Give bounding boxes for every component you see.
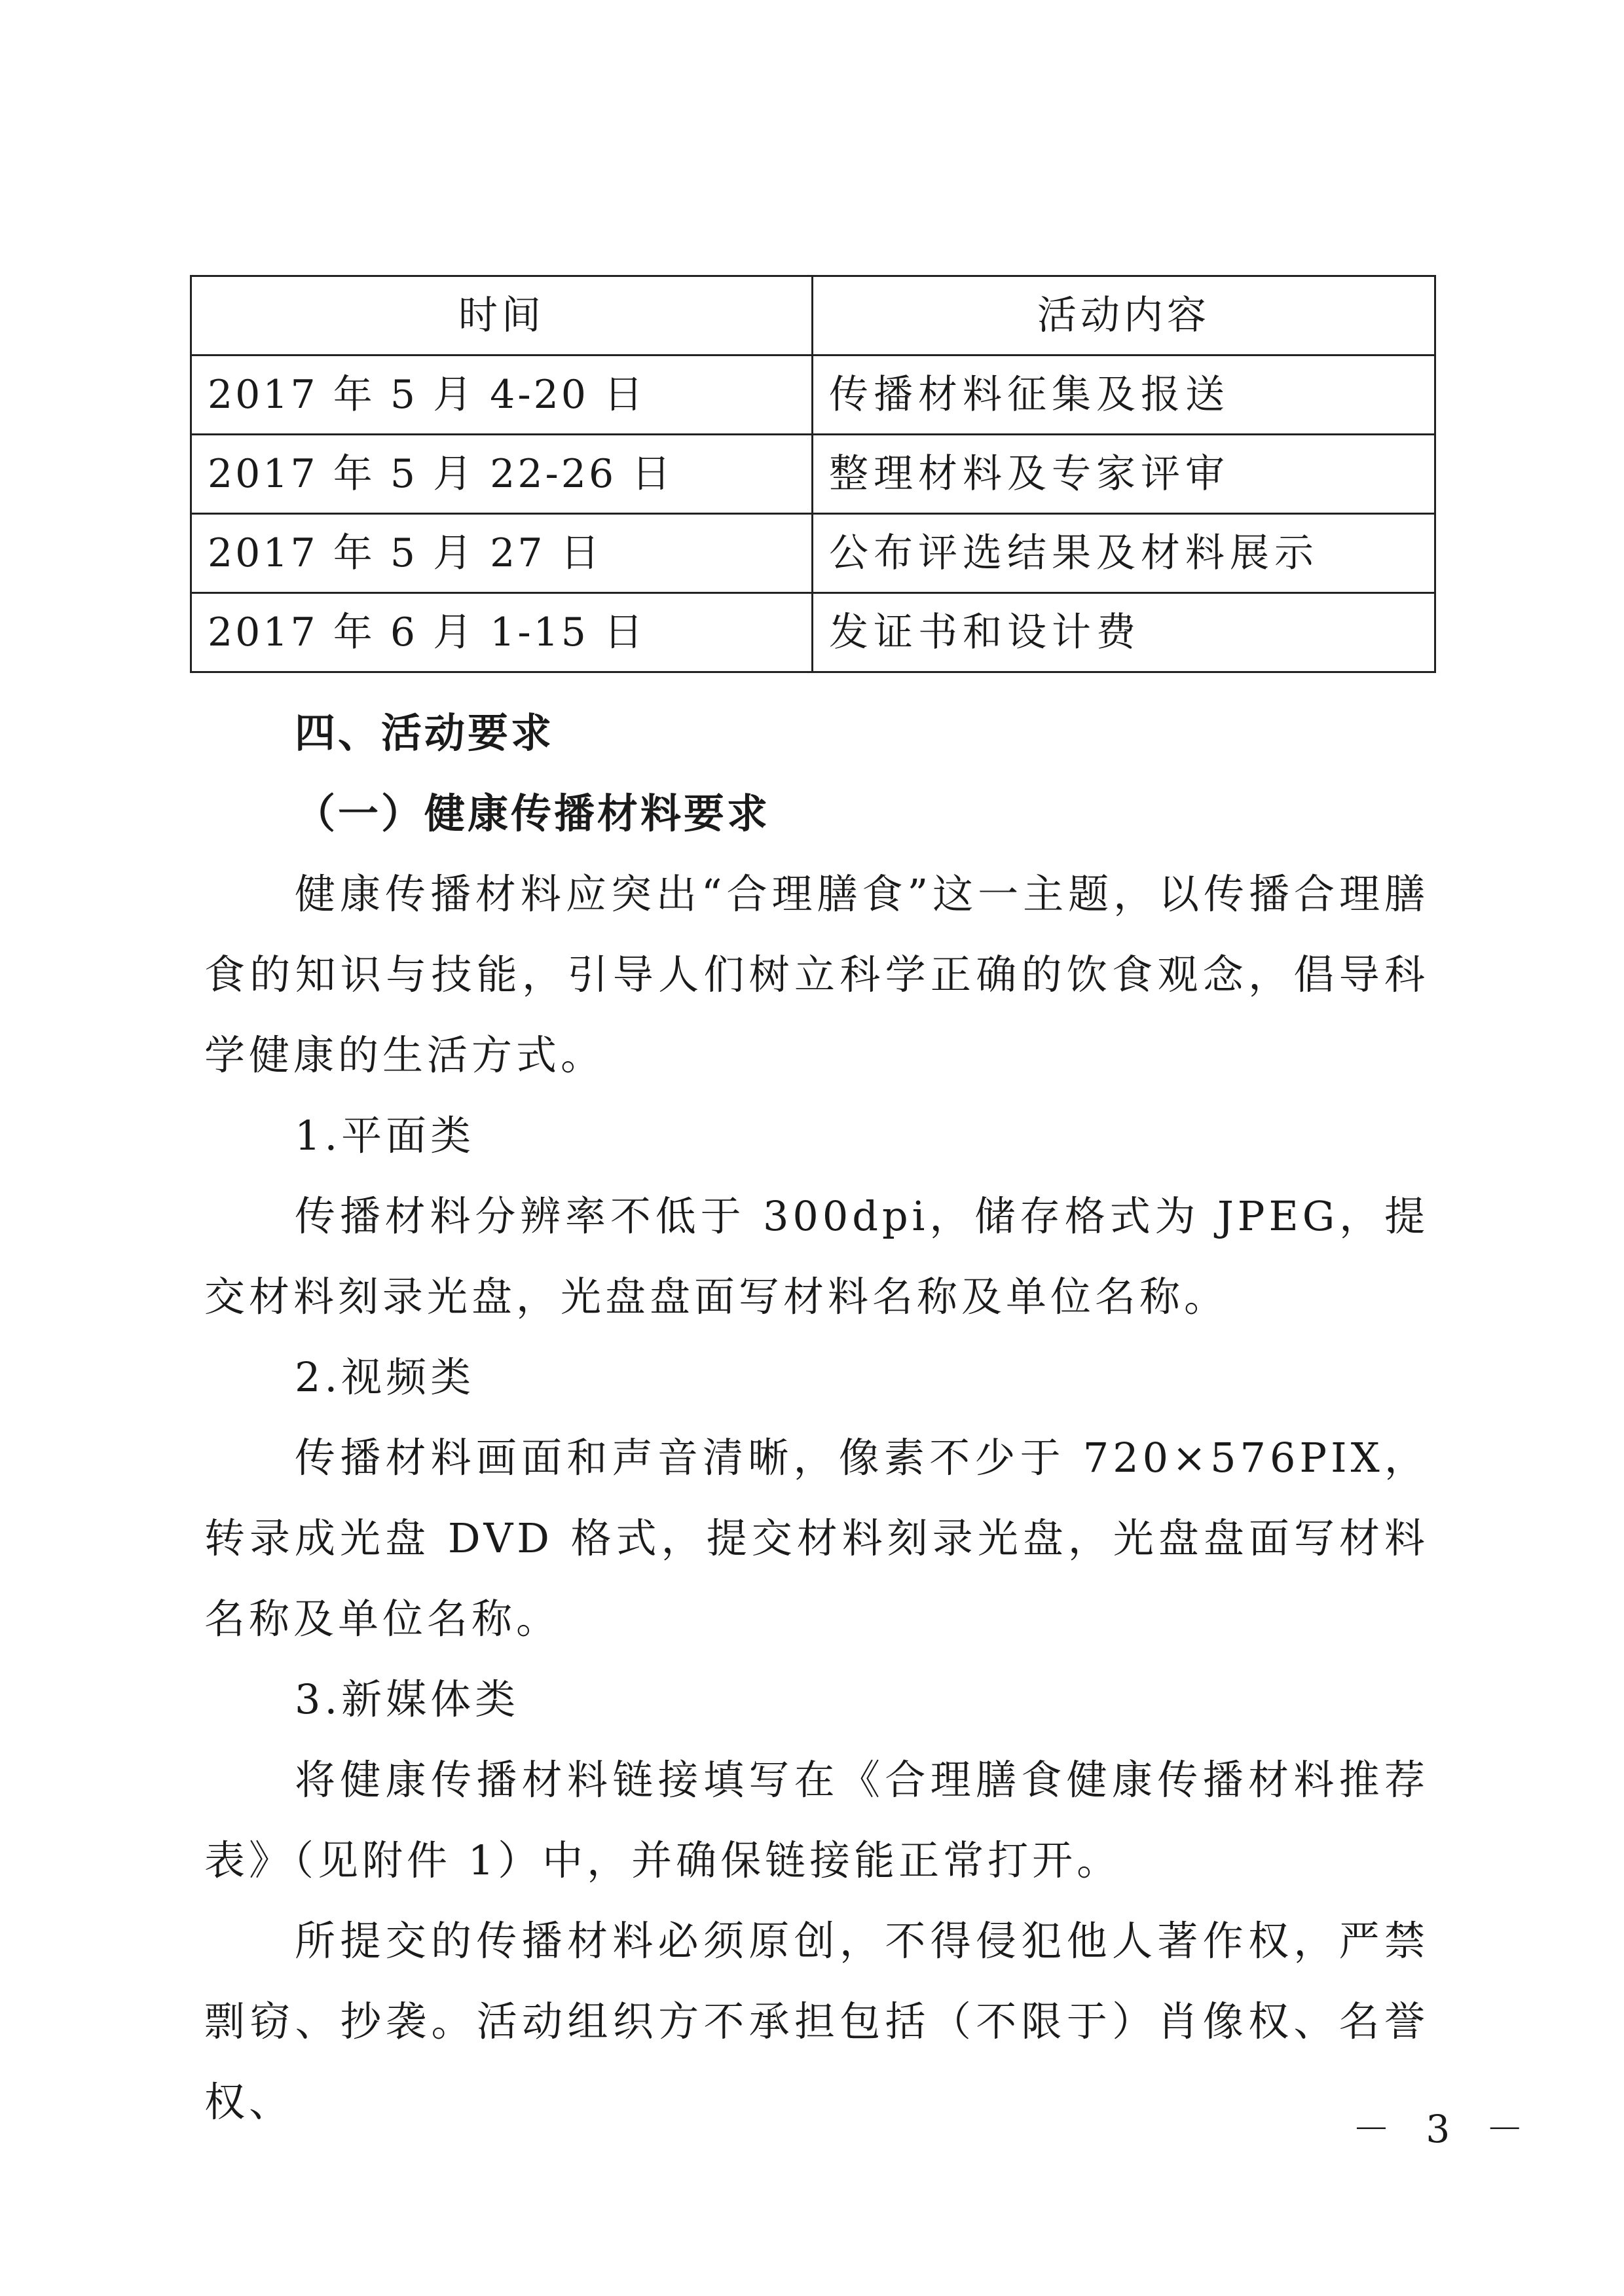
item3-title: 3.新媒体类	[295, 1675, 520, 1723]
item2-paragraph: 传播材料画面和声音清晰，像素不少于 720×576PIX，转录成光盘 DVD 格式，提交材料刻录光盘，光盘盘面写材料名称及单位名称。	[204, 1434, 1429, 1643]
table-header-row	[191, 276, 1435, 355]
schedule-table	[190, 275, 1436, 673]
item1-title: 1.平面类	[295, 1112, 475, 1159]
header-time: 时间	[191, 276, 813, 355]
row-time: 2017 年 6 月 1-15 日	[191, 593, 813, 672]
table-row	[191, 435, 1435, 514]
row-content: 传播材料征集及报送	[813, 355, 1435, 435]
row-content: 整理材料及专家评审	[813, 435, 1435, 514]
page-number: － 3 －	[1352, 2107, 1536, 2151]
item3-paragraph: 将健康传播材料链接填写在《合理膳食健康传播材料推荐表》（见附件 1）中，并确保链接能正常打开。	[204, 1756, 1429, 1884]
row-content: 公布评选结果及材料展示	[813, 514, 1435, 593]
header-activity-content: 活动内容	[813, 276, 1435, 355]
row-time: 2017 年 5 月 27 日	[191, 514, 813, 593]
item2-title: 2.视频类	[295, 1353, 475, 1401]
intro-paragraph: 健康传播材料应突出“合理膳食”这一主题，以传播合理膳食的知识与技能，引导人们树立科学正确的饮食观念，倡导科学健康的生活方式。	[204, 870, 1429, 1079]
table-row	[191, 355, 1435, 435]
closing-paragraph: 所提交的传播材料必须原创，不得侵犯他人著作权，严禁剽窃、抄袭。活动组织方不承担包括（不限于）肖像权、名誉权、	[204, 1917, 1429, 2126]
row-time: 2017 年 5 月 22-26 日	[191, 435, 813, 514]
table-row	[191, 514, 1435, 593]
section-heading: 四、活动要求	[295, 709, 555, 757]
table-row	[191, 593, 1435, 672]
row-content: 发证书和设计费	[813, 593, 1435, 672]
item1-paragraph: 传播材料分辨率不低于 300dpi，储存格式为 JPEG，提交材料刻录光盘，光盘盘面写材料名称及单位名称。	[204, 1192, 1429, 1321]
row-time: 2017 年 5 月 4-20 日	[191, 355, 813, 435]
subsection-heading: （一）健康传播材料要求	[295, 790, 771, 837]
